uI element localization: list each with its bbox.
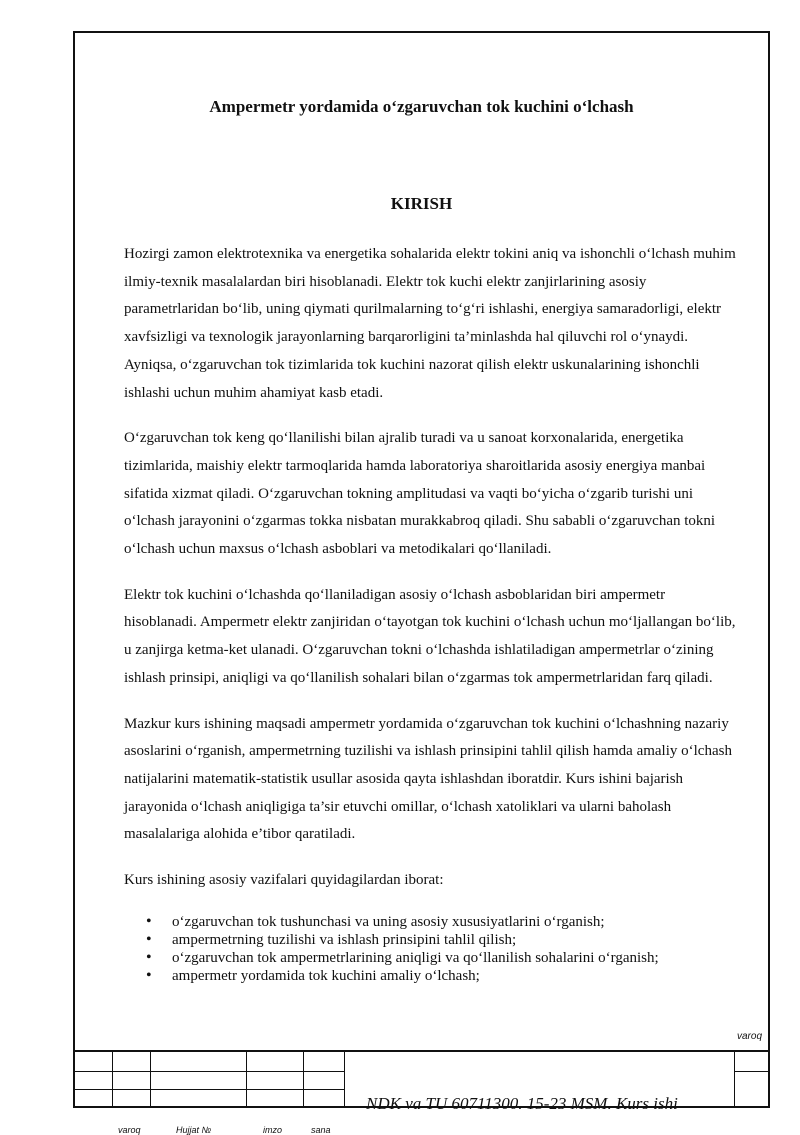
tasks-intro: Kurs ishining asosiy vazifalari quyidagilardan iborat:: [124, 872, 444, 889]
paragraph: Hozirgi zamon elektrotexnika va energetika sohalarida elektr tokini aniq va ishonchli o‘lchash muhim ilmiy-texnik masalalardan biri hisoblanadi. Elektr tok kuchi elektr zanjirlarining asosiy parametrlaridan bo‘lib, uning qiymati qurilmalarning to‘g‘ri ishlashi, energiya samaradorligi, elektr xavfsizligi va texnologik jarayonlarning barqarorligini ta’minlashda hal qiluvchi rol o‘ynaydi. Ayniqsa, o‘zgaruvchan tok tizimlarida tok kuchini nazorat qilish elektr uskunalarining ishonchli ishlashi uchun muhim ahamiyat kasb etadi.: [124, 246, 736, 401]
column-label-sheet: varoq: [118, 1125, 141, 1135]
document-code: NDK va TU 60711300. 15-23 MSM. Kurs ishi: [366, 1094, 678, 1111]
tasks-list: [124, 913, 736, 985]
section-heading: KIRISH: [390, 194, 453, 213]
stamp-col-divider: [112, 1052, 113, 1108]
stamp-col-divider: [344, 1052, 345, 1108]
stamp-col-divider: [734, 1052, 735, 1108]
list-item: • ampermetr yordamida tok kuchini amaliy o‘lchash;: [124, 967, 736, 985]
list-item: • o‘zgaruvchan tok tushunchasi va uning asosiy xususiyatlarini o‘rganish;: [124, 913, 736, 931]
stamp-top-border: [73, 1050, 770, 1052]
stamp-row-divider: [734, 1071, 769, 1072]
stamp-row-divider: [75, 1071, 345, 1072]
stamp-col-divider: [246, 1052, 247, 1108]
stamp-row-divider: [75, 1089, 345, 1090]
sheet-label: varoq: [737, 1031, 763, 1042]
paragraph: O‘zgaruvchan tok keng qo‘llanilishi bilan ajralib turadi va u sanoat korxonalarida, energetika tizimlarida, maishiy elektr tarmoqlarida hamda laboratoriya sharoitlarida asosiy energiya manbai sifatida xizmat qiladi. O‘zgaruvchan tokning amplitudasi va vaqti bo‘yicha o‘zgarib turishi uni o‘lchash jarayonini o‘zgarmas tokka nisbatan murakkabroq qiladi. Shu sababli o‘zgaruvchan tokni o‘lchash uchun maxsus o‘lchash asboblari va metodikalari qo‘llaniladi.: [124, 430, 716, 558]
stamp-col-divider: [150, 1052, 151, 1108]
document-body: [124, 241, 736, 985]
column-label-signature: imzo: [263, 1125, 283, 1135]
column-label-date: sana: [311, 1125, 331, 1135]
document-title: Ampermetr yordamida o‘zgaruvchan tok kuchini o‘lchash: [209, 97, 634, 116]
column-label-document-number: Hujjat №: [176, 1125, 212, 1135]
paragraph: Mazkur kurs ishining maqsadi ampermetr yordamida o‘zgaruvchan tok kuchini o‘lchashning nazariy asoslarini o‘rganish, ampermetrning tuzilishi va ishlash prinsipini tahlil qilish hamda amaliy o‘lchash natijalarini matematik-statistik usullar asosida qayta ishlashdan iboratdir. Kurs ishini bajarish jarayonida o‘lchash aniqligiga ta’sir etuvchi omillar, o‘lchash xatoliklari va ularni baholash masalalariga alohida e’tibor qaratiladi.: [124, 715, 732, 843]
list-item: • o‘zgaruvchan tok ampermetrlarining aniqligi va qo‘llanilish sohalarini o‘rganish;: [124, 949, 736, 967]
list-item: • ampermetrning tuzilishi va ishlash prinsipini tahlil qilish;: [124, 931, 736, 949]
paragraph: Elektr tok kuchini o‘lchashda qo‘llaniladigan asosiy o‘lchash asboblaridan biri ampermetr hisoblanadi. Ampermetr elektr zanjiridan o‘tayotgan tok kuchini o‘lchash uchun mo‘ljallangan bo‘lib, u zanjirga ketma-ket ulanadi. O‘zgaruvchan tokni o‘lchashda ishlatiladigan ampermetrlar o‘zining ishlash prinsipi, aniqligi va qo‘llanilish sohalari bilan o‘zgarmas tok ampermetrlaridan farq qiladi.: [124, 586, 736, 686]
stamp-col-divider: [303, 1052, 304, 1108]
